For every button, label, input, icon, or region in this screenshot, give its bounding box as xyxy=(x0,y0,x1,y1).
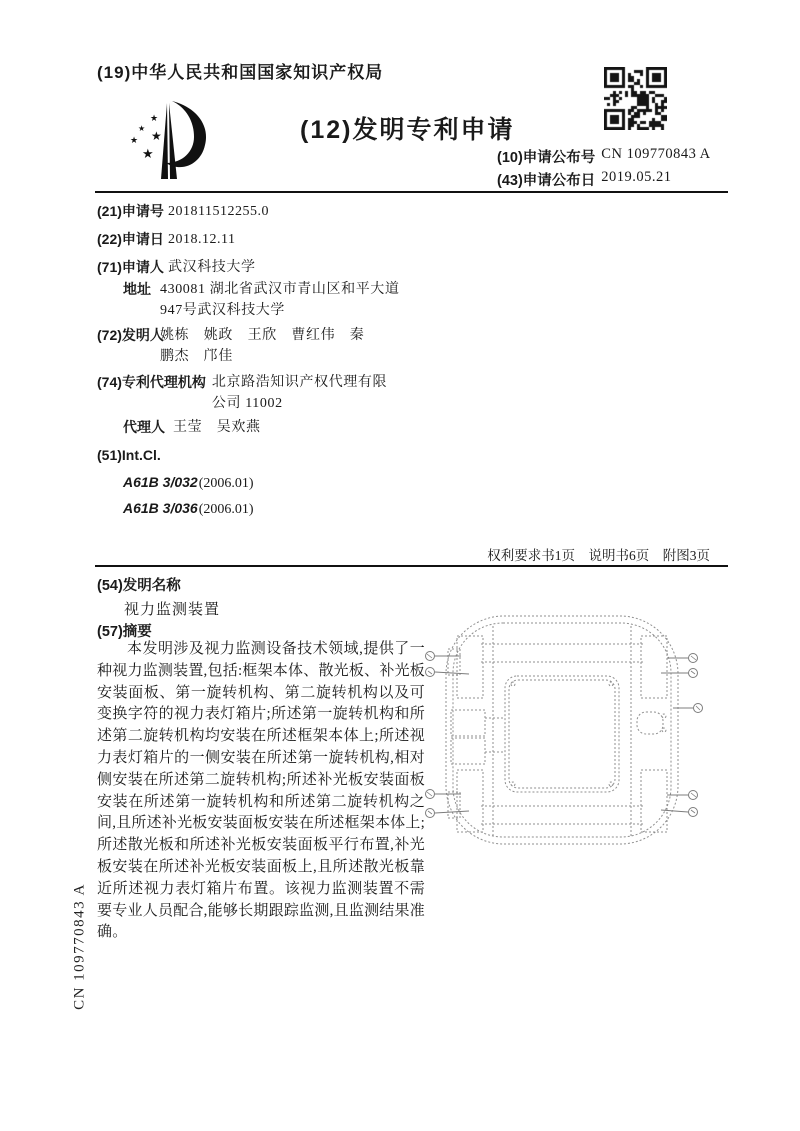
publication-number-value: CN 109770843 A xyxy=(601,146,711,162)
agency-value: 北京路浩知识产权代理有限公司 11002 xyxy=(211,375,388,411)
qr-code xyxy=(604,67,667,130)
application-number-row xyxy=(97,201,269,222)
agent-label: 代理人 xyxy=(123,419,165,435)
agent-value: 王莹 吴欢燕 xyxy=(173,420,261,435)
publication-number-row xyxy=(497,146,711,167)
publication-date-row xyxy=(497,169,672,190)
application-number-value: 201811512255.0 xyxy=(168,204,269,219)
inventors-label: (72)发明人 xyxy=(97,327,164,343)
section-divider xyxy=(95,565,728,567)
agent-row xyxy=(123,417,261,438)
agency-label: (74)专利代理机构 xyxy=(97,374,206,390)
invention-title-label: (54)发明名称 xyxy=(97,578,181,594)
inventors-value: 姚栋 姚政 王欣 曹红伟 秦鹏杰 邝佳 xyxy=(160,328,365,364)
side-publication-code: CN 109770843 A xyxy=(71,883,88,1010)
intcl-entry-2 xyxy=(123,498,254,520)
application-number-label: (21)申请号 xyxy=(97,203,164,219)
svg-text:★: ★ xyxy=(130,136,139,146)
application-date-value: 2018.12.11 xyxy=(168,232,236,247)
abstract-label: (57)摘要 xyxy=(97,624,152,640)
agency-row xyxy=(97,372,394,414)
abstract-text: 本发明涉及视力监测设备技术领域,提供了一种视力监测装置,包括:框架本体、散光板、补光板安装面板、第一旋转机构、第二旋转机构以及可变换字符的视力表灯箱片;所述第一旋转机构和所述第二旋转机构均安装在所述框架本体上;所述视力表灯箱片的一侧安装在所述第一旋转机构,相对侧安装在所述第二旋转机构;所述补光板安装面板安装在所述第一旋转机构和所述第二旋转机构之间,且所述补光板安装面板安装在所述框架本体上;所述散光板和所述补光板安装面板平行布置,补光板安装在所述补光板安装面板上,且所述散光板靠近所述视力表灯箱片布置。该视力监测装置不需要专业人员配合,能够长期跟踪监测,且监测结果准确。 xyxy=(97,641,425,941)
intcl-code-1: A61B 3/032 xyxy=(123,474,198,490)
address-row xyxy=(123,279,405,321)
logo-tower-icon xyxy=(161,103,177,179)
logo-stars xyxy=(130,114,162,162)
abstract-figure xyxy=(421,592,736,877)
svg-text:★: ★ xyxy=(138,124,146,133)
address-label: 地址 xyxy=(123,281,151,297)
intcl-year-1: (2006.01) xyxy=(198,476,254,491)
intcl-label: (51)Int.Cl. xyxy=(97,447,161,463)
intcl-code-2: A61B 3/036 xyxy=(123,500,198,516)
page-counts: 权利要求书1页 说明书6页 附图3页 xyxy=(487,548,710,563)
document-type-title: (12)发明专利申请 xyxy=(300,116,515,144)
patent-office-name: (19)中华人民共和国国家知识产权局 xyxy=(97,63,384,82)
publication-number-label: (10)申请公布号 xyxy=(497,150,596,166)
figure-center-panel xyxy=(505,676,619,792)
applicant-label: (71)申请人 xyxy=(97,259,164,275)
figure-frame xyxy=(446,616,678,844)
address-value: 430081 湖北省武汉市青山区和平大道947号武汉科技大学 xyxy=(160,282,400,318)
inventors-row xyxy=(97,325,375,367)
applicant-row xyxy=(97,257,256,278)
applicant-value: 武汉科技大学 xyxy=(168,260,256,275)
figure-side-blocks xyxy=(448,636,667,832)
cnipa-logo xyxy=(120,95,220,187)
header-divider xyxy=(95,191,728,193)
application-date-label: (22)申请日 xyxy=(97,231,164,247)
svg-text:★: ★ xyxy=(151,129,162,143)
figure-reference-markers xyxy=(426,652,703,818)
intcl-entry-1 xyxy=(123,472,254,494)
application-date-row xyxy=(97,229,235,250)
svg-text:★: ★ xyxy=(142,147,154,162)
publication-date-label: (43)申请公布日 xyxy=(497,173,596,189)
invention-title: 视力监测装置 xyxy=(124,602,221,618)
intcl-year-2: (2006.01) xyxy=(198,502,254,517)
svg-text:★: ★ xyxy=(150,114,159,124)
publication-date-value: 2019.05.21 xyxy=(601,169,672,185)
